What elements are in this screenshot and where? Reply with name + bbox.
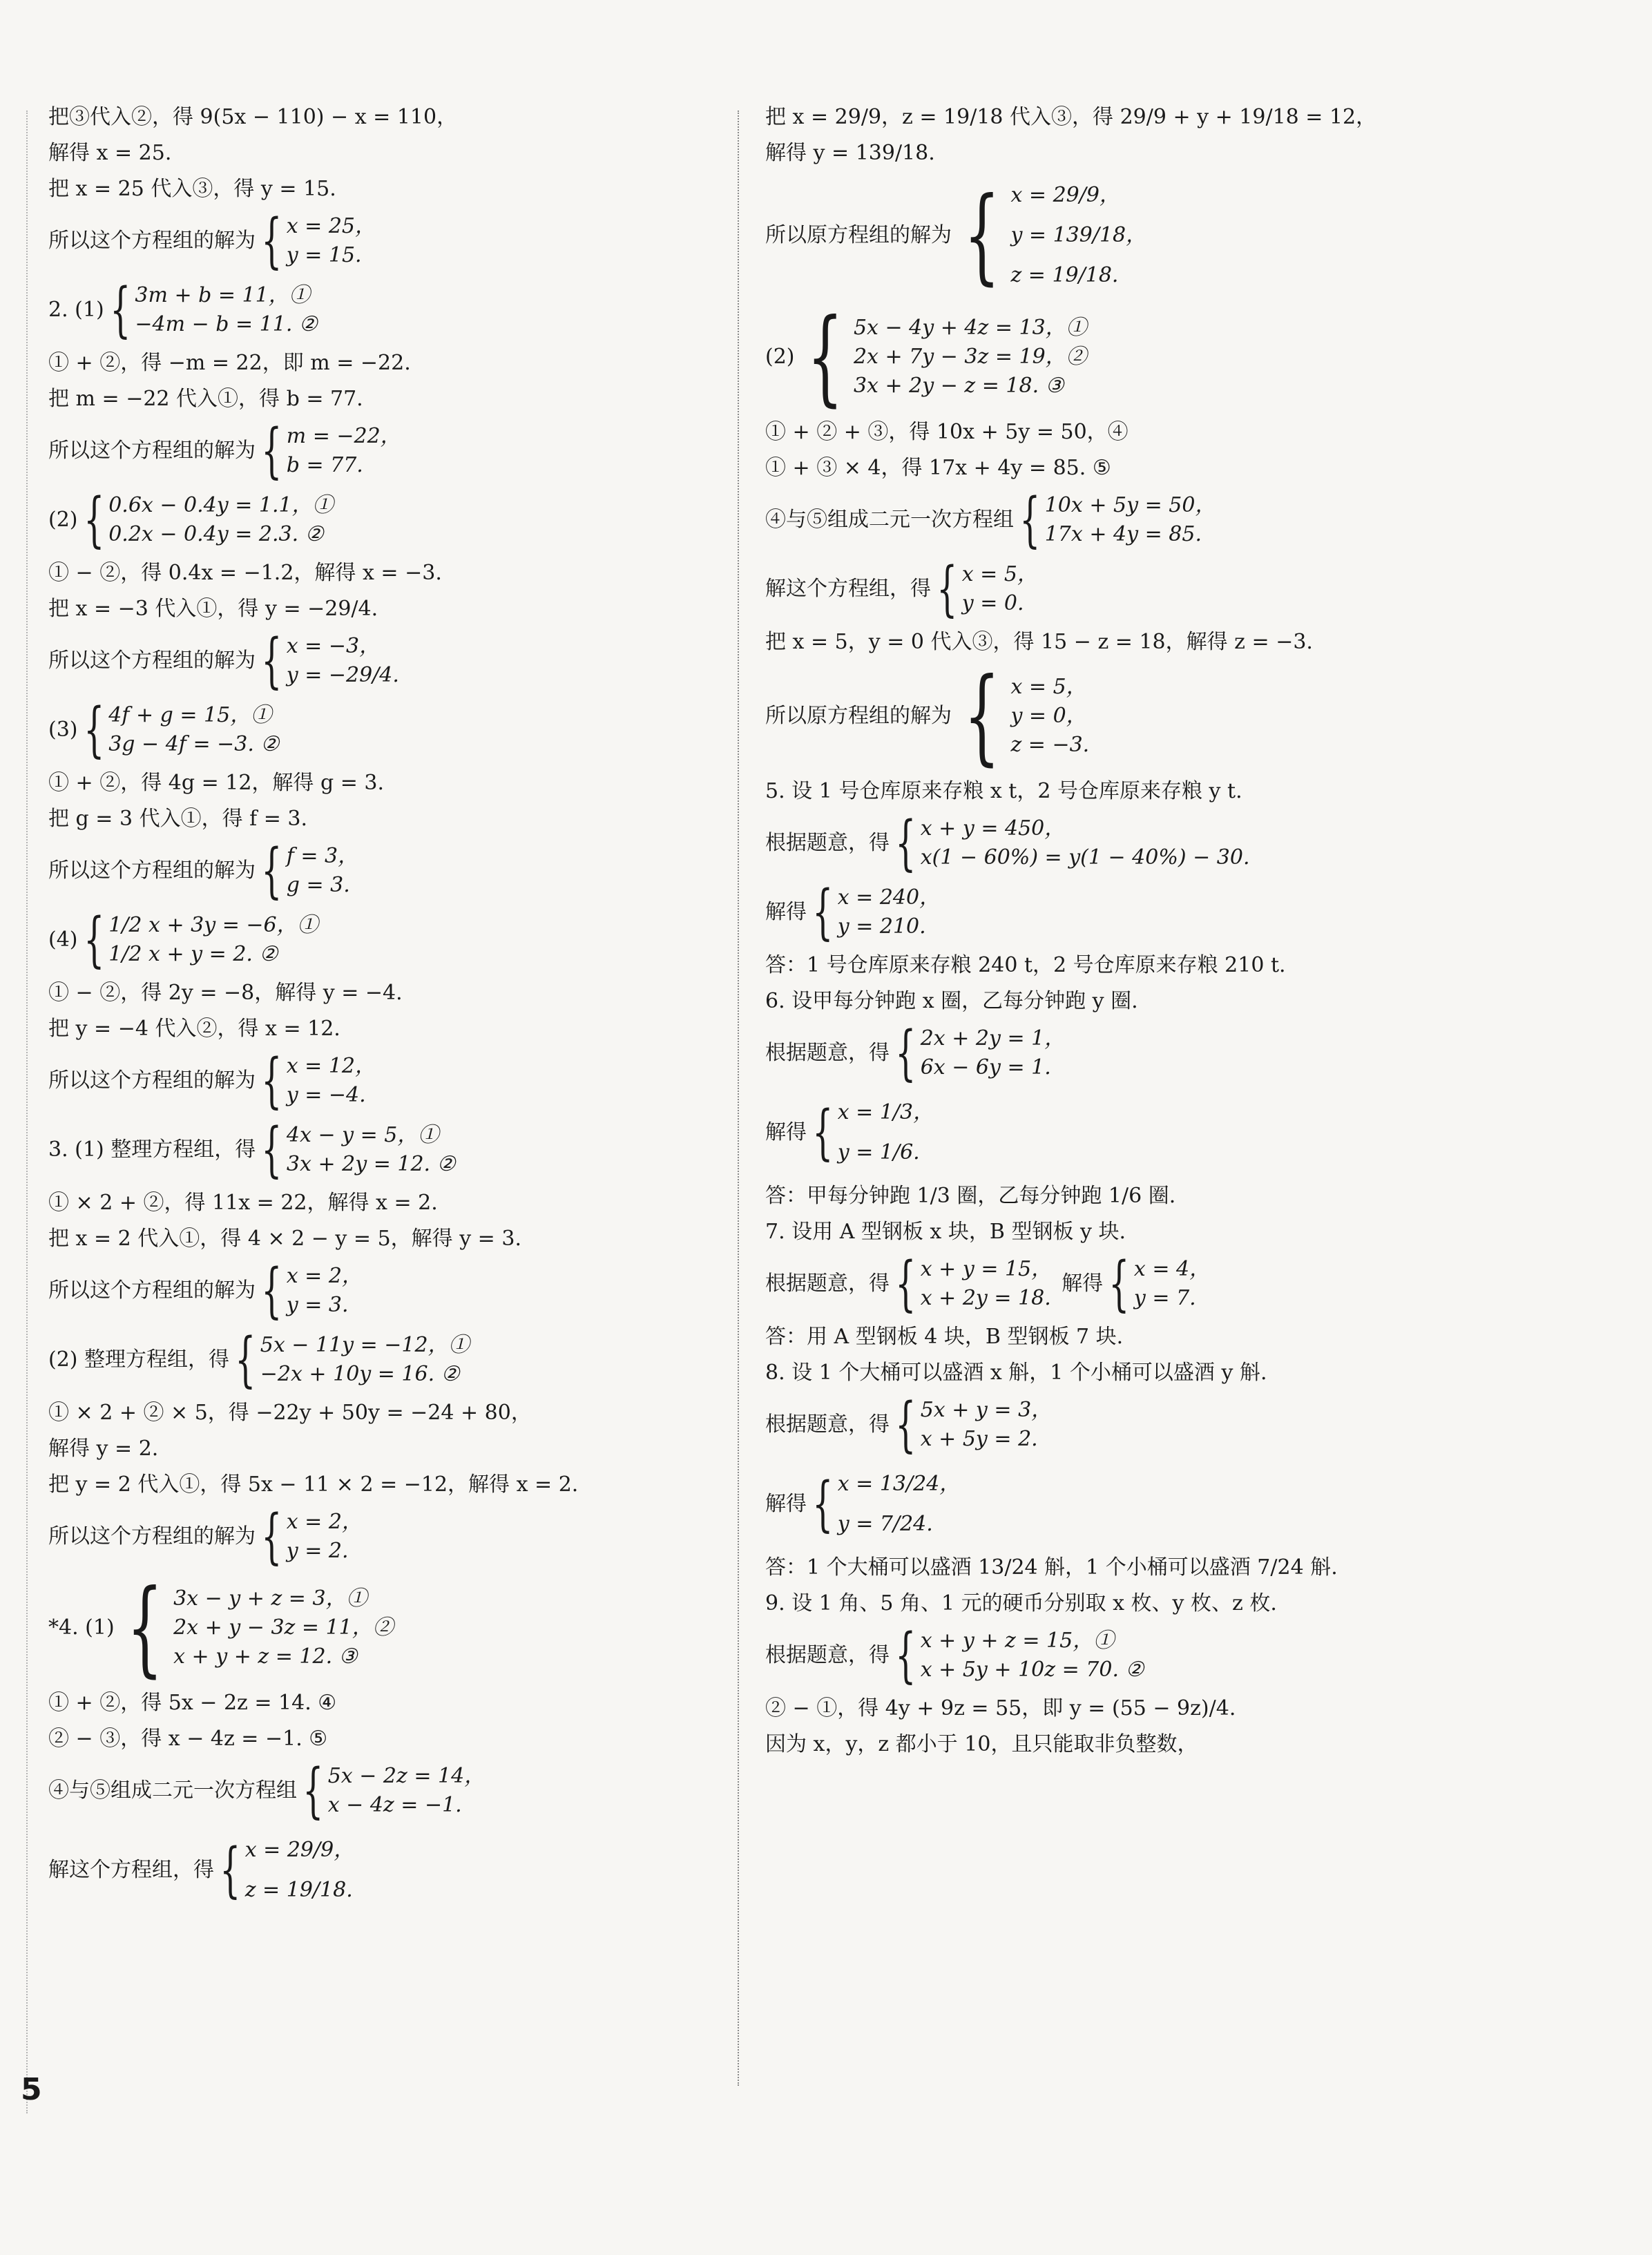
brace-icon: { <box>261 836 282 905</box>
system-row: x + 2y = 18. <box>920 1286 1051 1310</box>
equation-system <box>48 905 711 975</box>
text-line: ① × 2 + ② × 5，得 −22y + 50y = −24 + 80， <box>48 1401 532 1425</box>
system-lead: 所以这个方程组的解为 <box>48 649 256 673</box>
system-row: y = 7/24. <box>837 1512 933 1536</box>
system-row: b = 77. <box>286 453 363 477</box>
equation-system <box>765 297 1594 417</box>
system-lead: 根据题意，得 <box>765 1041 890 1065</box>
text-line: 答：甲每分钟跑 1/3 圈，乙每分钟跑 1/6 圈. <box>765 1184 1176 1208</box>
system-row: x + y = 450， <box>920 816 1066 841</box>
brace-icon: { <box>83 695 104 765</box>
text-line: ① + ③ × 4，得 17x + 4y = 85. ⑤ <box>765 456 1111 480</box>
system-lead: ④与⑤组成二元一次方程组 <box>765 508 1014 532</box>
system-lead: 解这个方程组，得 <box>765 577 931 601</box>
system-row: −2x + 10y = 16. ② <box>260 1362 460 1386</box>
system-row: 1/2 x + y = 2. ② <box>108 942 278 966</box>
system-row: 2x + 2y = 1， <box>920 1026 1066 1050</box>
text-line: 解得 y = 2. <box>48 1437 159 1461</box>
system-row: x + y = 15， <box>920 1257 1053 1281</box>
system-lead: 根据题意，得 <box>765 1412 890 1437</box>
system-lead: 所以这个方程组的解为 <box>48 229 256 253</box>
brace-icon: { <box>812 1098 834 1167</box>
system-row: 6x − 6y = 1. <box>920 1055 1051 1079</box>
brace-icon: { <box>261 416 282 486</box>
brace-icon: { <box>261 626 282 695</box>
system-row: x = 1/3， <box>837 1100 934 1124</box>
system-row: x = 29/9， <box>1010 183 1120 207</box>
brace-icon: { <box>83 905 104 975</box>
brace-icon: { <box>937 555 958 624</box>
text-line: 把 x = −3 代入①，得 y = −29/4. <box>48 597 378 621</box>
system-lead: 解得 <box>765 900 807 924</box>
brace-icon: { <box>806 297 843 417</box>
text-line: 把 x = 25 代入③，得 y = 15. <box>48 177 336 201</box>
system-row: 2x + 7y − 3z = 19，② <box>853 345 1087 369</box>
equation-system <box>765 1249 1594 1318</box>
system-row: 2x + y − 3z = 11，② <box>173 1615 394 1640</box>
system-row: 5x − 4y + 4z = 13，① <box>853 316 1087 340</box>
system-row: z = 19/18. <box>244 1878 353 1902</box>
brace-icon: { <box>812 878 834 947</box>
system-row: y = 3. <box>286 1293 349 1317</box>
system-row: 10x + 5y = 50， <box>1044 493 1216 517</box>
equation-system <box>765 1093 1594 1173</box>
right-column <box>765 104 1594 1767</box>
system-lead: 所以原方程组的解为 <box>765 704 952 728</box>
system-row: y = 1/6. <box>837 1140 920 1164</box>
system-row: x = 2， <box>286 1510 363 1534</box>
brace-icon: { <box>261 1046 282 1115</box>
system-row: x = 13/24， <box>837 1472 961 1496</box>
text-line: 解得 x = 25. <box>48 141 172 165</box>
system-lead: 根据题意，得 <box>765 831 890 855</box>
system-row: y = 7. <box>1133 1286 1196 1310</box>
system-row: x + 5y = 2. <box>920 1427 1038 1451</box>
system-row: 5x − 11y = −12，① <box>260 1333 470 1357</box>
text-line: ① + ②，得 4g = 12，解得 g = 3. <box>48 771 384 795</box>
equation-system <box>48 1256 711 1325</box>
brace-icon: { <box>1019 486 1041 555</box>
brace-icon: { <box>261 207 282 276</box>
text-line: ① + ②，得 5x − 2z = 14. ④ <box>48 1691 337 1715</box>
system-row: 5x − 2z = 14， <box>327 1764 486 1788</box>
brace-icon: { <box>895 1249 916 1318</box>
text-line: ② − ①，得 4y + 9z = 55，即 y = (55 − 9z)/4. <box>765 1696 1236 1720</box>
equation-system <box>765 555 1594 624</box>
system-row: x = −3， <box>286 634 381 658</box>
system-lead: 2. (1) <box>48 298 104 322</box>
system-row: 4f + g = 15，① <box>108 703 272 727</box>
brace-icon: { <box>109 276 131 345</box>
brace-icon: { <box>261 1115 282 1184</box>
page-number: 5 <box>21 2072 42 2107</box>
text-line: 答：用 A 型钢板 4 块，B 型钢板 7 块. <box>765 1325 1124 1349</box>
system-row: x = 29/9， <box>244 1838 355 1862</box>
system-row: 17x + 4y = 85. <box>1044 522 1202 546</box>
equation-system <box>765 1621 1594 1690</box>
system-row: 1/2 x + 3y = −6，① <box>108 913 318 937</box>
system-row: x = 240， <box>837 885 941 910</box>
system-row: y = 139/18， <box>1010 223 1147 247</box>
system-lead: 所以这个方程组的解为 <box>48 439 256 463</box>
text-line: 5. 设 1 号仓库原来存粮 x t，2 号仓库原来存粮 y t. <box>765 779 1242 803</box>
brace-icon: { <box>1108 1249 1130 1318</box>
text-line: ① × 2 + ②，得 11x = 22，解得 x = 2. <box>48 1191 438 1215</box>
equation-system <box>48 1115 711 1184</box>
system-row: x + 5y + 10z = 70. ② <box>920 1658 1144 1682</box>
equation-system <box>765 809 1594 878</box>
system-row: z = 19/18. <box>1010 263 1119 287</box>
system-row: y = 0. <box>961 591 1024 615</box>
text-line: 6. 设甲每分钟跑 x 圈，乙每分钟跑 y 圈. <box>765 989 1138 1013</box>
system-row: 0.6x − 0.4y = 1.1，① <box>108 493 334 517</box>
system-row: x = 5， <box>1010 675 1087 699</box>
system-row: 3x − y + z = 3，① <box>173 1586 367 1611</box>
system-row: y = −4. <box>286 1083 366 1107</box>
system-lead: *4. (1) <box>48 1615 115 1640</box>
system-lead: 所以这个方程组的解为 <box>48 1068 256 1093</box>
system-row: 3x + 2y = 12. ② <box>286 1152 456 1176</box>
text-line: 把 y = 2 代入①，得 5x − 11 × 2 = −12，解得 x = 2. <box>48 1472 579 1497</box>
system-lead: (2) <box>765 345 795 369</box>
text-line: 因为 x，y，z 都小于 10，且只能取非负整数， <box>765 1732 1198 1756</box>
equation-system <box>48 1756 711 1825</box>
equation-system <box>765 1390 1594 1459</box>
system-row: 0.2x − 0.4y = 2.3. ② <box>108 522 324 546</box>
system-lead: 所以这个方程组的解为 <box>48 1278 256 1303</box>
equation-system <box>48 1502 711 1571</box>
brace-icon: { <box>261 1256 282 1325</box>
system-row: 3g − 4f = −3. ② <box>108 732 280 756</box>
system-lead: 所以原方程组的解为 <box>765 223 952 247</box>
brace-icon: { <box>83 486 104 555</box>
left-column <box>48 104 711 1920</box>
text-line: 答：1 号仓库原来存粮 240 t，2 号仓库原来存粮 210 t. <box>765 953 1286 977</box>
brace-icon: { <box>895 809 916 878</box>
text-line: ① − ②，得 2y = −8，解得 y = −4. <box>48 981 403 1005</box>
left-margin-dotted-line <box>26 111 28 2113</box>
system-lead: 解这个方程组，得 <box>48 1858 214 1882</box>
equation-system <box>48 836 711 905</box>
brace-icon: { <box>235 1325 256 1394</box>
system-row: x + y + z = 15，① <box>920 1629 1115 1653</box>
brace-icon: { <box>261 1502 282 1571</box>
system-row: z = −3. <box>1010 733 1090 757</box>
equation-system <box>765 486 1594 555</box>
system-row: y = 2. <box>286 1539 349 1563</box>
system-row: x − 4z = −1. <box>327 1793 462 1817</box>
text-line: 把 g = 3 代入①，得 f = 3. <box>48 807 308 831</box>
equation-system <box>48 276 711 345</box>
equation-system <box>48 207 711 276</box>
system-lead: 解得 <box>765 1120 807 1144</box>
brace-icon: { <box>126 1568 163 1688</box>
brace-icon: { <box>302 1756 324 1825</box>
system-lead: 所以这个方程组的解为 <box>48 1524 256 1548</box>
system-row: x = 2， <box>286 1264 363 1288</box>
system-lead: (4) <box>48 928 78 952</box>
system-lead: (2) <box>48 508 78 532</box>
text-line: ① − ②，得 0.4x = −1.2，解得 x = −3. <box>48 561 442 585</box>
equation-system <box>48 1568 711 1688</box>
system-lead: ④与⑤组成二元一次方程组 <box>48 1778 297 1803</box>
system-row: 3m + b = 11，① <box>135 283 310 307</box>
system-mid-label: 解得 <box>1062 1272 1104 1296</box>
column-divider <box>738 111 739 2086</box>
equation-system <box>765 1019 1594 1088</box>
system-row: x(1 − 60%) = y(1 − 40%) − 30. <box>920 845 1250 870</box>
system-row: 4x − y = 5，① <box>286 1123 439 1147</box>
equation-system <box>48 626 711 695</box>
system-row: x = 12， <box>286 1054 376 1078</box>
text-line: 把 x = 29/9，z = 19/18 代入③，得 29/9 + y + 19/18 = 12， <box>765 105 1377 129</box>
brace-icon: { <box>220 1836 241 1905</box>
system-lead: 所以这个方程组的解为 <box>48 858 256 883</box>
system-row: m = −22， <box>286 424 401 448</box>
system-lead: 3. (1) 整理方程组，得 <box>48 1138 256 1162</box>
system-row: x + y + z = 12. ③ <box>173 1644 358 1669</box>
system-lead: 解得 <box>765 1492 807 1516</box>
equation-system <box>765 175 1594 296</box>
system-row: x = 25， <box>286 214 376 238</box>
equation-system <box>48 1046 711 1115</box>
text-line: 7. 设用 A 型钢板 x 块，B 型钢板 y 块. <box>765 1220 1126 1244</box>
system-row: x = 4， <box>1133 1257 1211 1281</box>
equation-system <box>48 486 711 555</box>
brace-icon: { <box>963 656 1000 776</box>
text-line: 把③代入②，得 9(5x − 110) − x = 110， <box>48 105 458 129</box>
system-lead: 根据题意，得 <box>765 1643 890 1667</box>
brace-icon: { <box>895 1390 916 1459</box>
text-line: 答：1 个大桶可以盛酒 13/24 斛，1 个小桶可以盛酒 7/24 斛. <box>765 1555 1338 1580</box>
text-line: 9. 设 1 角、5 角、1 元的硬币分别取 x 枚、y 枚、z 枚. <box>765 1591 1277 1615</box>
text-line: ① + ②，得 −m = 22，即 m = −22. <box>48 351 411 375</box>
text-line: 把 m = −22 代入①，得 b = 77. <box>48 387 363 411</box>
system-row: y = 15. <box>286 243 362 267</box>
text-line: ② − ③，得 x − 4z = −1. ⑤ <box>48 1727 328 1751</box>
system-row: 5x + y = 3， <box>920 1398 1053 1422</box>
system-lead: (3) <box>48 718 78 742</box>
text-line: 把 y = −4 代入②，得 x = 12. <box>48 1017 340 1041</box>
text-line: 8. 设 1 个大桶可以盛酒 x 斛，1 个小桶可以盛酒 y 斛. <box>765 1361 1267 1385</box>
equation-system <box>48 1325 711 1394</box>
brace-icon: { <box>895 1621 916 1690</box>
text-line: 把 x = 2 代入①，得 4 × 2 − y = 5，解得 y = 3. <box>48 1227 521 1251</box>
equation-system <box>48 416 711 486</box>
system-row: g = 3. <box>286 873 350 897</box>
system-row: 3x + 2y − z = 18. ③ <box>853 374 1064 398</box>
text-line: ① + ② + ③，得 10x + 5y = 50，④ <box>765 420 1128 444</box>
equation-system <box>48 1830 711 1910</box>
system-row: x = 5， <box>961 562 1038 586</box>
equation-system <box>765 1464 1594 1544</box>
text-line: 把 x = 5，y = 0 代入③，得 15 − z = 18，解得 z = −3. <box>765 630 1313 654</box>
system-row: y = −29/4. <box>286 663 399 687</box>
text-line: 解得 y = 139/18. <box>765 141 935 165</box>
system-lead: (2) 整理方程组，得 <box>48 1347 230 1372</box>
system-row: y = 210. <box>837 914 926 939</box>
brace-icon: { <box>812 1470 834 1539</box>
system-row: −4m − b = 11. ② <box>135 312 318 336</box>
brace-icon: { <box>963 175 1000 296</box>
equation-system <box>765 878 1594 947</box>
equation-system <box>765 656 1594 776</box>
system-row: y = 0， <box>1010 704 1087 728</box>
brace-icon: { <box>895 1019 916 1088</box>
equation-system <box>48 695 711 765</box>
system-row: f = 3， <box>286 844 359 868</box>
system-lead: 根据题意，得 <box>765 1272 890 1296</box>
